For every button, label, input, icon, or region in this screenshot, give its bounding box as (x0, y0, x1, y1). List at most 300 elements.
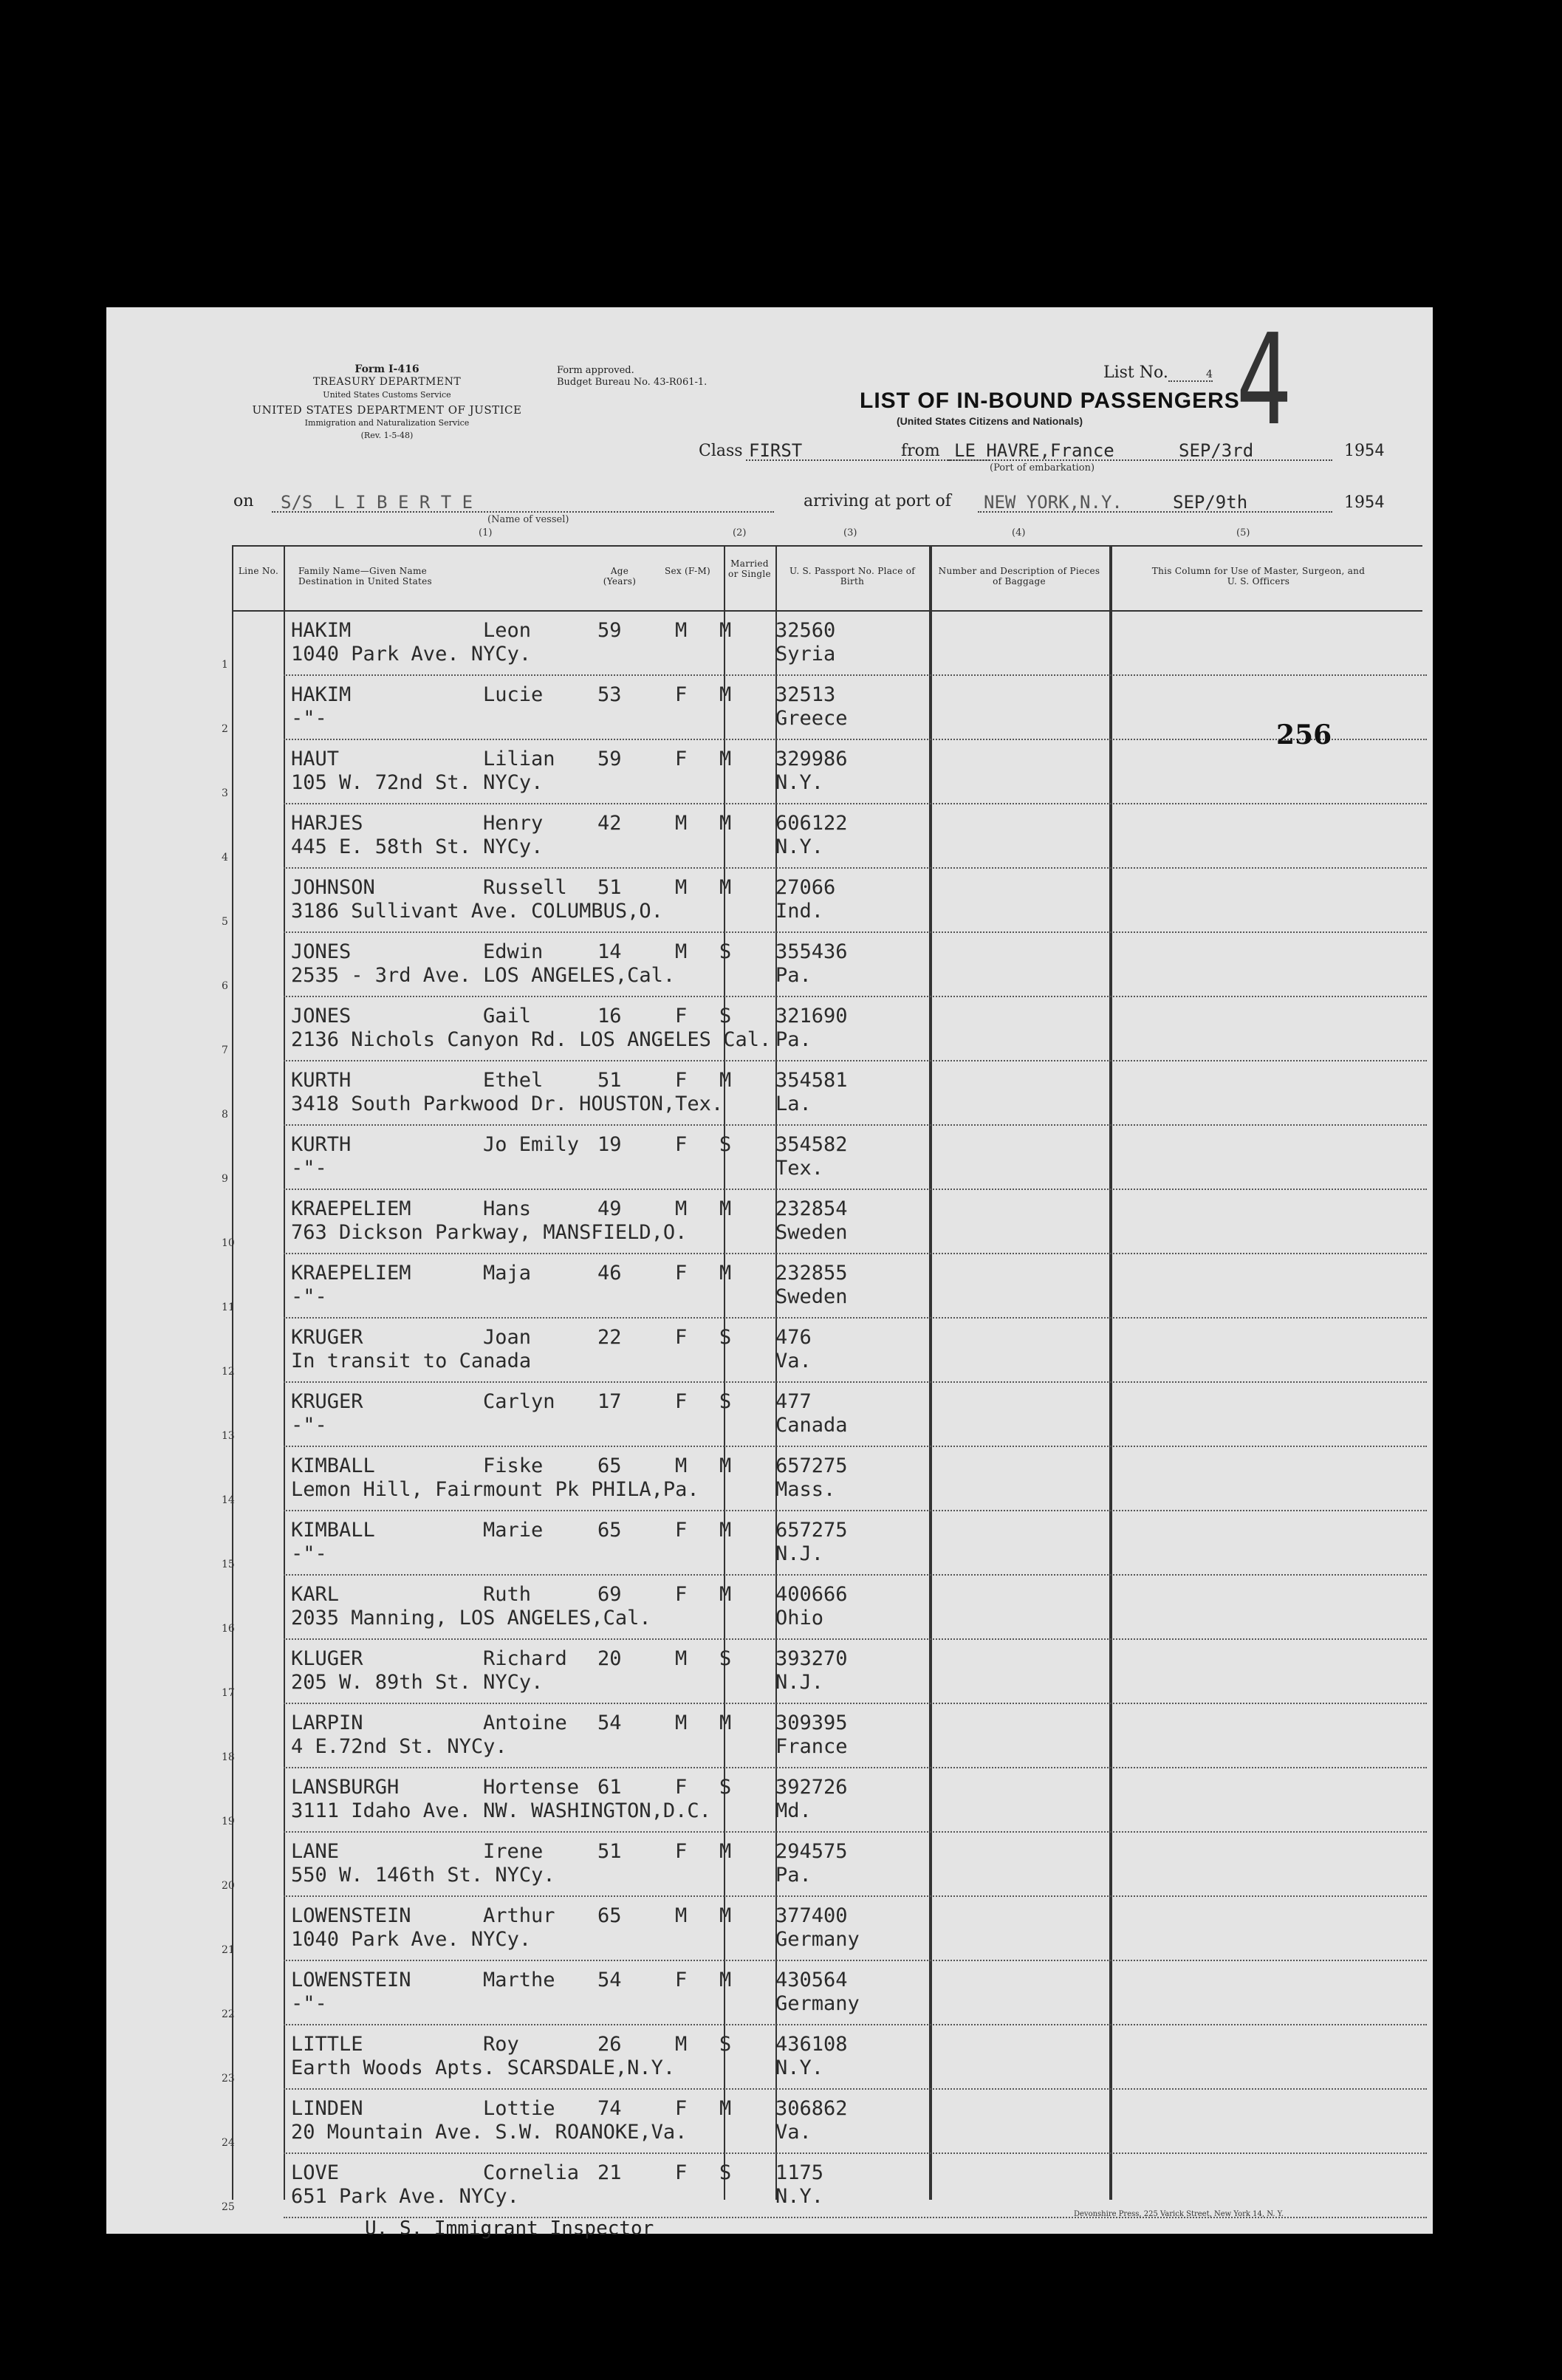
on-label: on (233, 492, 254, 510)
row-line-number: 9 (222, 1173, 228, 1185)
row-sex: M (675, 940, 688, 963)
table-row (106, 1190, 1433, 1254)
row-age: 19 (597, 1133, 622, 1156)
row-given-name: Lucie (483, 683, 544, 706)
row-sex: M (675, 619, 688, 642)
row-given-name: Marie (483, 1519, 544, 1542)
row-sex: F (675, 683, 688, 706)
row-given-name: Richard (483, 1647, 567, 1670)
row-family-name: KIMBALL (291, 1519, 375, 1542)
inspector-signature-label: U. S. Immigrant Inspector (365, 2217, 654, 2240)
row-age: 51 (597, 1840, 622, 1863)
row-place-of-birth: Sweden (775, 1285, 848, 1308)
row-given-name: Edwin (483, 940, 544, 963)
row-line-number: 18 (222, 1751, 235, 1763)
row-marital-status: S (719, 1776, 732, 1799)
row-marital-status: M (719, 1454, 732, 1477)
row-age: 65 (597, 1519, 622, 1542)
row-destination: -"- (291, 1992, 327, 2015)
row-destination: 651 Park Ave. NYCy. (291, 2185, 519, 2208)
table-row (106, 1640, 1433, 1704)
row-sex: M (675, 1712, 688, 1734)
row-given-name: Maja (483, 1262, 532, 1285)
row-marital-status: M (719, 1969, 732, 1991)
row-marital-status: S (719, 940, 732, 963)
row-age: 22 (597, 1326, 622, 1349)
row-given-name: Arthur (483, 1904, 555, 1927)
row-sex: M (675, 876, 688, 899)
treasury-label: TREASURY DEPARTMENT (312, 376, 462, 388)
row-place-of-birth: N.J. (775, 1542, 824, 1565)
table-row (106, 2154, 1433, 2218)
row-given-name: Ethel (483, 1069, 544, 1092)
row-line-number: 24 (222, 2137, 235, 2149)
row-destination: -"- (291, 1414, 327, 1437)
row-place-of-birth: Canada (775, 1414, 848, 1437)
col-head-age: Age (Years) (603, 566, 637, 587)
row-age: 21 (597, 2161, 622, 2184)
row-family-name: JOHNSON (291, 876, 375, 899)
row-age: 14 (597, 940, 622, 963)
table-row (106, 1833, 1433, 1897)
from-port: LE HAVRE,France (954, 440, 1114, 461)
row-line-number: 25 (222, 2201, 235, 2213)
row-family-name: LINDEN (291, 2097, 363, 2120)
row-marital-status: M (719, 1069, 732, 1092)
row-destination: 4 E.72nd St. NYCy. (291, 1735, 507, 1758)
table-row (106, 869, 1433, 933)
row-age: 42 (597, 812, 622, 835)
manifest-sheet (106, 307, 1433, 2240)
row-passport-number: 306862 (775, 2097, 848, 2120)
row-age: 54 (597, 1969, 622, 1991)
row-place-of-birth: Sweden (775, 1221, 848, 1244)
row-place-of-birth: N.Y. (775, 771, 824, 794)
table-row (106, 1126, 1433, 1190)
row-family-name: LARPIN (291, 1712, 363, 1734)
row-destination: 1040 Park Ave. NYCy. (291, 1928, 532, 1951)
row-sex: F (675, 1326, 688, 1349)
year-prefix: 19 (1344, 442, 1365, 460)
row-age: 16 (597, 1005, 622, 1027)
col-head-name-2: Destination in United States (298, 576, 433, 587)
row-family-name: HARJES (291, 812, 363, 835)
row-place-of-birth: Va. (775, 2121, 812, 2144)
row-line-number: 21 (222, 1944, 235, 1956)
row-age: 59 (597, 619, 622, 642)
row-marital-status: S (719, 1133, 732, 1156)
customs-label: United States Customs Service (323, 390, 451, 400)
row-sex: F (675, 1005, 688, 1027)
row-passport-number: 477 (775, 1390, 812, 1413)
row-destination: 550 W. 146th St. NYCy. (291, 1864, 555, 1887)
from-date: SEP/3rd (1179, 440, 1254, 461)
vessel-label: (Name of vessel) (487, 514, 569, 525)
row-family-name: KRAEPELIEM (291, 1197, 411, 1220)
row-destination: -"- (291, 1285, 327, 1308)
revision-label: (Rev. 1-5-48) (360, 431, 414, 440)
list-number-small: 4 (1168, 369, 1213, 382)
table-row (106, 804, 1433, 869)
row-place-of-birth: Ohio (775, 1607, 824, 1630)
row-age: 65 (597, 1454, 622, 1477)
row-place-of-birth: Mass. (775, 1478, 836, 1501)
row-passport-number: 657275 (775, 1454, 848, 1477)
row-given-name: Irene (483, 1840, 544, 1863)
col-head-baggage: Number and Description of Pieces of Baggage (938, 566, 1100, 587)
row-line-number: 3 (222, 787, 228, 799)
table-row (106, 1254, 1433, 1319)
row-given-name: Cornelia (483, 2161, 580, 2184)
row-place-of-birth: N.Y. (775, 835, 824, 858)
row-passport-number: 309395 (775, 1712, 848, 1734)
row-place-of-birth: Ind. (775, 900, 824, 923)
printer-credit: Devonshire Press, 225 Varick Street, New York 14, N. Y. (1074, 2210, 1284, 2218)
row-family-name: LITTLE (291, 2033, 363, 2056)
row-place-of-birth: N.Y. (775, 2185, 824, 2208)
row-destination: 3418 South Parkwood Dr. HOUSTON,Tex. (291, 1092, 724, 1115)
row-passport-number: 393270 (775, 1647, 848, 1670)
row-given-name: Henry (483, 812, 544, 835)
row-passport-number: 377400 (775, 1904, 848, 1927)
row-sex: M (675, 812, 688, 835)
col-head-officers: This Column for Use of Master, Surgeon, and U. S. Officers (1151, 566, 1366, 587)
row-sex: F (675, 1969, 688, 1991)
row-age: 51 (597, 1069, 622, 1092)
form-number: Form I-416 (354, 363, 419, 375)
col-head-line: Line No. (238, 566, 279, 576)
row-given-name: Gail (483, 1005, 532, 1027)
year-value: 54 (1365, 442, 1385, 460)
row-passport-number: 354582 (775, 1133, 848, 1156)
col-number: (5) (1236, 527, 1250, 538)
row-line-number: 23 (222, 2073, 235, 2085)
row-line-number: 12 (222, 1366, 235, 1378)
approval-block (557, 365, 707, 389)
table-row (106, 1576, 1433, 1640)
row-passport-number: 321690 (775, 1005, 848, 1027)
row-given-name: Fiske (483, 1454, 544, 1477)
row-family-name: KURTH (291, 1133, 352, 1156)
row-family-name: HAKIM (291, 683, 352, 706)
row-marital-status: M (719, 1197, 732, 1220)
row-marital-status: M (719, 683, 732, 706)
row-age: 17 (597, 1390, 622, 1413)
table-row (106, 1447, 1433, 1511)
row-marital-status: M (719, 748, 732, 770)
row-destination: 3186 Sullivant Ave. COLUMBUS,O. (291, 900, 663, 923)
officer-annotation-256: 256 (1276, 719, 1332, 750)
row-family-name: LOVE (291, 2161, 340, 2184)
row-destination: 1040 Park Ave. NYCy. (291, 643, 532, 666)
row-passport-number: 329986 (775, 748, 848, 770)
table-row (106, 1061, 1433, 1126)
table-row (106, 1511, 1433, 1576)
row-passport-number: 476 (775, 1326, 812, 1349)
form-agency-block (217, 363, 557, 442)
row-family-name: JONES (291, 940, 352, 963)
col-number: (3) (843, 527, 857, 538)
ins-label: Immigration and Naturalization Service (304, 418, 470, 428)
row-age: 49 (597, 1197, 622, 1220)
row-sex: F (675, 1262, 688, 1285)
row-place-of-birth: Pa. (775, 1028, 812, 1051)
row-given-name: Roy (483, 2033, 519, 2056)
row-place-of-birth: Tex. (775, 1157, 824, 1180)
row-sex: F (675, 1133, 688, 1156)
row-sex: F (675, 1519, 688, 1542)
row-place-of-birth: Md. (775, 1799, 812, 1822)
row-line-number: 20 (222, 1880, 235, 1892)
row-sex: F (675, 1583, 688, 1606)
table-row (106, 2090, 1433, 2154)
row-given-name: Carlyn (483, 1390, 555, 1413)
row-family-name: LOWENSTEIN (291, 1969, 411, 1991)
col-number: (1) (479, 527, 493, 538)
row-destination: -"- (291, 707, 327, 730)
row-age: 20 (597, 1647, 622, 1670)
row-line-number: 13 (222, 1430, 235, 1442)
table-row (106, 676, 1433, 740)
row-line-number: 11 (222, 1302, 235, 1313)
row-given-name: Leon (483, 619, 532, 642)
row-passport-number: 354581 (775, 1069, 848, 1092)
row-age: 53 (597, 683, 622, 706)
row-sex: F (675, 2097, 688, 2120)
row-passport-number: 32513 (775, 683, 836, 706)
row-passport-number: 294575 (775, 1840, 848, 1863)
row-family-name: HAKIM (291, 619, 352, 642)
page-title: LIST OF IN-BOUND PASSENGERS (860, 389, 1240, 413)
from-label: from (901, 442, 940, 460)
row-destination: 445 E. 58th St. NYCy. (291, 835, 544, 858)
row-destination: -"- (291, 1157, 327, 1180)
row-place-of-birth: Va. (775, 1350, 812, 1372)
row-destination: 20 Mountain Ave. S.W. ROANOKE,Va. (291, 2121, 688, 2144)
row-place-of-birth: Germany (775, 1928, 860, 1951)
col-head-passport: U. S. Passport No. Place of Birth (789, 566, 915, 587)
table-row (106, 612, 1433, 676)
table-row (106, 740, 1433, 804)
page-subtitle: (United States Citizens and Nationals) (897, 415, 1083, 427)
row-sex: M (675, 2033, 688, 2056)
row-family-name: KIMBALL (291, 1454, 375, 1477)
row-age: 26 (597, 2033, 622, 2056)
row-passport-number: 436108 (775, 2033, 848, 2056)
row-family-name: JONES (291, 1005, 352, 1027)
row-family-name: HAUT (291, 748, 340, 770)
row-destination: 2535 - 3rd Ave. LOS ANGELES,Cal. (291, 964, 676, 987)
row-marital-status: M (719, 1583, 732, 1606)
row-marital-status: M (719, 1840, 732, 1863)
row-family-name: LOWENSTEIN (291, 1904, 411, 1927)
row-age: 46 (597, 1262, 622, 1285)
list-number-label: List No. 4 (1103, 363, 1213, 382)
arrival-year-prefix: 19 (1344, 493, 1365, 512)
row-passport-number: 232854 (775, 1197, 848, 1220)
row-age: 51 (597, 876, 622, 899)
row-destination: Lemon Hill, Fairmount Pk PHILA,Pa. (291, 1478, 699, 1501)
row-line-number: 10 (222, 1237, 235, 1249)
row-age: 59 (597, 748, 622, 770)
row-marital-status: M (719, 619, 732, 642)
vessel-name: S/S L I B E R T E (281, 492, 473, 513)
row-line-number: 19 (222, 1816, 235, 1827)
row-age: 74 (597, 2097, 622, 2120)
row-destination: -"- (291, 1542, 327, 1565)
col-head-name-1: Family Name—Given Name (298, 566, 428, 576)
col-head-name (298, 566, 520, 587)
row-sex: F (675, 2161, 688, 2184)
arrival-year-value: 54 (1365, 493, 1385, 512)
row-passport-number: 27066 (775, 876, 836, 899)
row-line-number: 14 (222, 1494, 235, 1506)
row-place-of-birth: La. (775, 1092, 812, 1115)
row-marital-status: M (719, 1712, 732, 1734)
col-number: (4) (1012, 527, 1026, 538)
row-given-name: Joan (483, 1326, 532, 1349)
row-given-name: Hans (483, 1197, 532, 1220)
row-marital-status: S (719, 1390, 732, 1413)
col-number: (2) (733, 527, 747, 538)
row-passport-number: 355436 (775, 940, 848, 963)
row-marital-status: M (719, 1262, 732, 1285)
row-place-of-birth: France (775, 1735, 848, 1758)
row-marital-status: S (719, 2161, 732, 2184)
row-given-name: Marthe (483, 1969, 555, 1991)
table-row (106, 1961, 1433, 2025)
row-passport-number: 392726 (775, 1776, 848, 1799)
row-age: 54 (597, 1712, 622, 1734)
row-place-of-birth: N.J. (775, 1671, 824, 1694)
class-label: Class (699, 442, 743, 460)
justice-label: UNITED STATES DEPARTMENT OF JUSTICE (252, 403, 522, 417)
row-marital-status: S (719, 1005, 732, 1027)
row-passport-number: 1175 (775, 2161, 824, 2184)
row-family-name: LANSBURGH (291, 1776, 400, 1799)
row-line-number: 4 (222, 852, 228, 864)
row-passport-number: 32560 (775, 619, 836, 642)
row-given-name: Jo Emily (483, 1133, 580, 1156)
row-given-name: Russell (483, 876, 567, 899)
row-destination: 2035 Manning, LOS ANGELES,Cal. (291, 1607, 651, 1630)
row-passport-number: 232855 (775, 1262, 848, 1285)
arriving-label: arriving at port of (804, 492, 951, 510)
row-passport-number: 657275 (775, 1519, 848, 1542)
row-family-name: LANE (291, 1840, 340, 1863)
table-row (106, 1768, 1433, 1833)
row-place-of-birth: Pa. (775, 964, 812, 987)
row-family-name: KURTH (291, 1069, 352, 1092)
row-marital-status: M (719, 876, 732, 899)
row-given-name: Hortense (483, 1776, 580, 1799)
table-row (106, 1897, 1433, 1961)
row-place-of-birth: Syria (775, 643, 836, 666)
row-given-name: Lilian (483, 748, 555, 770)
row-place-of-birth: Pa. (775, 1864, 812, 1887)
row-line-number: 17 (222, 1687, 235, 1699)
row-sex: F (675, 1390, 688, 1413)
row-passport-number: 400666 (775, 1583, 848, 1606)
row-given-name: Antoine (483, 1712, 567, 1734)
row-line-number: 6 (222, 980, 228, 992)
row-sex: F (675, 748, 688, 770)
row-sex: M (675, 1454, 688, 1477)
row-given-name: Lottie (483, 2097, 555, 2120)
col-head-sex: Sex (F-M) (664, 566, 711, 576)
row-family-name: KRUGER (291, 1326, 363, 1349)
row-marital-status: S (719, 1326, 732, 1349)
row-destination: 2136 Nichols Canyon Rd. LOS ANGELES Cal. (291, 1028, 772, 1051)
row-line-number: 1 (222, 659, 228, 671)
row-destination: 105 W. 72nd St. NYCy. (291, 771, 544, 794)
row-marital-status: M (719, 2097, 732, 2120)
row-destination: 3111 Idaho Ave. NW. WASHINGTON,D.C. (291, 1799, 711, 1822)
row-family-name: KLUGER (291, 1647, 363, 1670)
row-destination: 205 W. 89th St. NYCy. (291, 1671, 544, 1694)
row-family-name: KARL (291, 1583, 340, 1606)
row-marital-status: M (719, 1904, 732, 1927)
col-head-married: Married or Single (728, 558, 771, 579)
table-row (106, 1319, 1433, 1383)
row-family-name: KRAEPELIEM (291, 1262, 411, 1285)
row-destination: 763 Dickson Parkway, MANSFIELD,O. (291, 1221, 688, 1244)
row-sex: M (675, 1647, 688, 1670)
table-row (106, 1383, 1433, 1447)
row-place-of-birth: Greece (775, 707, 848, 730)
table-top-border (232, 545, 1422, 547)
row-sex: M (675, 1904, 688, 1927)
row-place-of-birth: Germany (775, 1992, 860, 2015)
row-line-number: 15 (222, 1559, 235, 1570)
arrival-date: SEP/9th (1173, 492, 1248, 513)
budget-bureau: Budget Bureau No. 43-R061-1. (557, 377, 708, 388)
row-marital-status: S (719, 2033, 732, 2056)
class-value: FIRST (749, 440, 803, 461)
row-age: 69 (597, 1583, 622, 1606)
row-given-name: Ruth (483, 1583, 532, 1606)
row-marital-status: M (719, 812, 732, 835)
table-row (106, 1704, 1433, 1768)
row-family-name: KRUGER (291, 1390, 363, 1413)
row-line-number: 22 (222, 2008, 235, 2020)
list-number-handwritten: 4 (1236, 307, 1292, 454)
table-row (106, 933, 1433, 997)
row-line-number: 7 (222, 1044, 228, 1056)
port-embark-label: (Port of embarkation) (990, 462, 1095, 473)
row-line-number: 5 (222, 916, 228, 928)
row-line-number: 16 (222, 1623, 235, 1635)
arrival-port: NEW YORK,N.Y. (984, 492, 1123, 513)
row-sex: F (675, 1069, 688, 1092)
row-marital-status: S (719, 1647, 732, 1670)
row-age: 61 (597, 1776, 622, 1799)
row-line-number: 2 (222, 723, 228, 735)
row-marital-status: M (719, 1519, 732, 1542)
row-passport-number: 430564 (775, 1969, 848, 1991)
table-row (106, 997, 1433, 1061)
row-sex: M (675, 1197, 688, 1220)
row-age: 65 (597, 1904, 622, 1927)
row-sex: F (675, 1776, 688, 1799)
form-approved: Form approved. (557, 365, 634, 376)
row-sex: F (675, 1840, 688, 1863)
row-line-number: 8 (222, 1109, 228, 1121)
row-place-of-birth: N.Y. (775, 2056, 824, 2079)
row-destination: In transit to Canada (291, 1350, 532, 1372)
row-destination: Earth Woods Apts. SCARSDALE,N.Y. (291, 2056, 676, 2079)
table-row (106, 2025, 1433, 2090)
